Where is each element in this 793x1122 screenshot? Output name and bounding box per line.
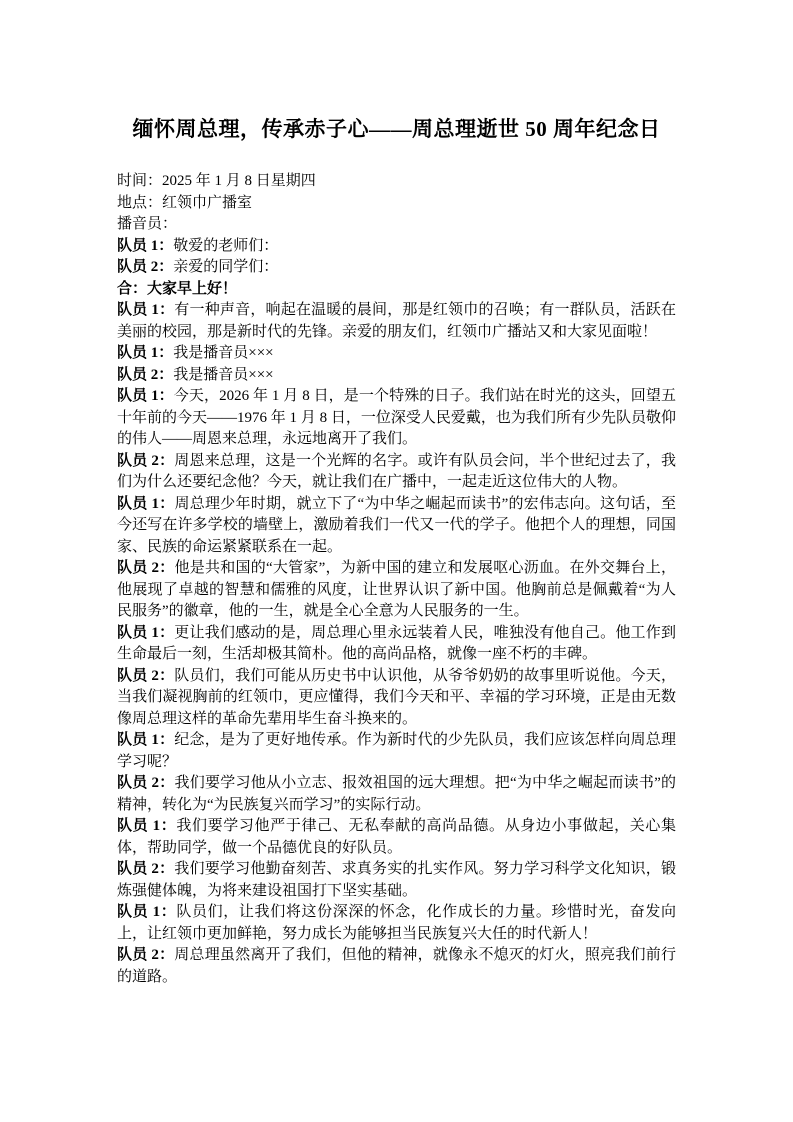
speaker-label: 队员 2： [117, 947, 175, 963]
script-line [117, 343, 676, 365]
speaker-label: 队员 2： [117, 259, 174, 275]
line-text: 周总理虽然离开了我们，但他的精神，就像永不熄灭的灯火，照亮我们前行的道路。 [117, 947, 676, 985]
script-line [117, 257, 676, 279]
script-line [117, 300, 676, 343]
script-line [117, 386, 676, 451]
meta-line-announcer [117, 214, 676, 236]
speaker-label: 队员 1： [117, 904, 177, 920]
line-text: 队员们，我们可能从历史书中认识他，从爷爷奶奶的故事里听说他。今天，当我们凝视胸前的红领巾，更应懂得，我们今天和平、幸福的学习环境，正是由无数像周总理这样的革命先辈用毕生奋斗换来的。 [117, 667, 676, 727]
meta-line-place [117, 193, 676, 215]
line-text: 时间：2025 年 1 月 8 日星期四 [117, 173, 316, 189]
meta-line-time [117, 171, 676, 193]
speaker-label: 队员 2： [117, 452, 175, 469]
line-text: 亲爱的同学们： [173, 259, 279, 275]
script-line [117, 494, 676, 559]
script-line [117, 451, 676, 494]
line-text: 周恩来总理，这是一个光辉的名字。或许有队员会问，半个世纪过去了，我们为什么还要纪念他？今天，就让我们在广播中，一起走近这位伟大的人物。 [117, 452, 676, 490]
script-line [117, 902, 676, 945]
line-text: 纪念，是为了更好地传承。作为新时代的少先队员，我们应该怎样向周总理学习呢？ [117, 732, 676, 770]
script-line [117, 365, 676, 387]
line-text: 他是共和国的“大管家”，为新中国的建立和发展呕心沥血。在外交舞台上，他展现了卓越的智慧和儒雅的风度，让世界认识了新中国。他胸前总是佩戴着“为人民服务”的徽章，他的一生，就是全心全意为人民服务的一生。 [117, 560, 676, 619]
speaker-label: 队员 1： [117, 732, 175, 748]
speaker-label: 队员 2： [117, 667, 175, 684]
script-line-together [117, 279, 676, 301]
speaker-label: 队员 1： [117, 388, 174, 404]
line-text: 我们要学习他从小立志、报效祖国的远大理想。把“为中华之崛起而读书”的精神，转化为“为民族复兴而学习”的实际行动。 [117, 775, 676, 813]
line-text: 队员们，让我们将这份深深的怀念，化作成长的力量。珍惜时光，奋发向上，让红领巾更加鲜艳，努力成长为能够担当民族复兴大任的时代新人！ [117, 904, 676, 942]
script-line [117, 558, 676, 623]
line-text: 播音员： [117, 216, 178, 232]
line-text: 有一种声音，响起在温暖的晨间，那是红领巾的召唤；有一群队员，活跃在美丽的校园，那是新时代的先锋。亲爱的朋友们，红领巾广播站又和大家见面啦！ [117, 302, 676, 340]
line-text: 今天，2026 年 1 月 8 日，是一个特殊的日子。我们站在时光的这头，回望五十年前的今天——1976 年 1 月 8 日，一位深受人民爱戴，也为我们所有少先队员敬仰的伟人——周恩来总理，永远地离开了我们。 [117, 388, 676, 447]
script-line [117, 666, 676, 731]
script-line [117, 236, 676, 258]
speaker-label: 队员 2： [117, 560, 175, 576]
speaker-label: 队员 1： [117, 495, 175, 512]
script-line [117, 859, 676, 902]
line-text: 周总理少年时期，就立下了“为中华之崛起而读书”的宏伟志向。这句话，至今还写在许多学校的墙壁上，激励着我们一代又一代的学子。他把个人的理想，同国家、民族的命运紧紧联系在一起。 [117, 495, 676, 555]
script-line [117, 816, 676, 859]
speaker-label: 队员 2： [117, 366, 174, 383]
speaker-label: 队员 2： [117, 861, 175, 877]
line-text: 我是播音员××× [173, 366, 274, 383]
line-text: 地点：红领巾广播室 [117, 194, 253, 211]
script-line [117, 623, 676, 666]
line-text: 我们要学习他勤奋刻苦、求真务实的扎实作风。努力学习科学文化知识，锻炼强健体魄，为将来建设祖国打下坚实基础。 [117, 861, 676, 899]
speaker-label: 队员 1： [117, 624, 175, 641]
speaker-label: 合： [117, 280, 148, 297]
speaker-label: 队员 1： [117, 818, 177, 834]
script-line [117, 773, 676, 816]
line-text: 敬爱的老师们： [173, 237, 279, 254]
line-text: 大家早上好！ [147, 280, 238, 297]
line-text: 我们要学习他严于律己、无私奉献的高尚品德。从身边小事做起，关心集体，帮助同学，做一个品德优良的好队员。 [117, 818, 676, 856]
doc-title: 缅怀周总理，传承赤子心——周总理逝世 50 周年纪念日 [132, 117, 661, 141]
line-text: 更让我们感动的是，周总理心里永远装着人民，唯独没有他自己。他工作到生命最后一刻，生活却极其简朴。他的高尚品格，就像一座不朽的丰碑。 [117, 624, 676, 662]
speaker-label: 队员 2： [117, 775, 175, 791]
script-line [117, 945, 676, 988]
speaker-label: 队员 1： [117, 237, 174, 254]
speaker-label: 队员 1： [117, 302, 175, 318]
script-line [117, 730, 676, 773]
speaker-label: 队员 1： [117, 345, 174, 361]
line-text: 我是播音员××× [173, 345, 274, 361]
